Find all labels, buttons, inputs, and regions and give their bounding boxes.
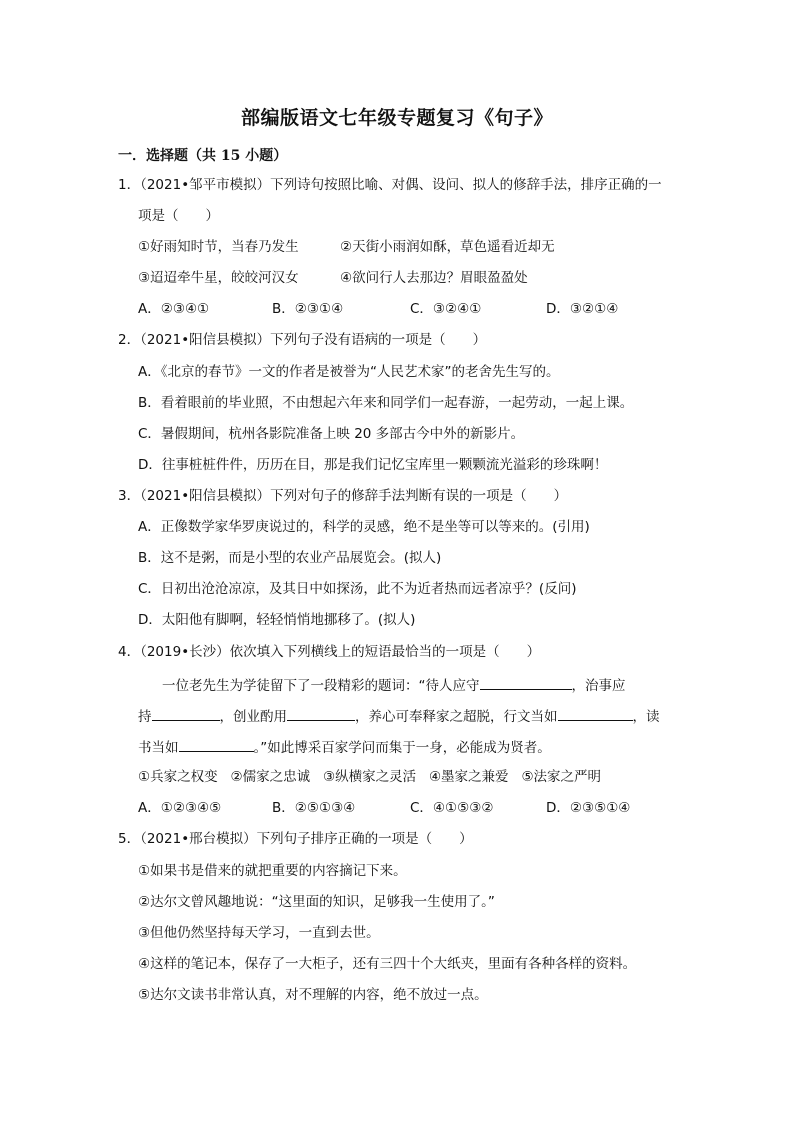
question-3-option-d: D．太阳他有脚啊，轻轻悄悄地挪移了。(拟人)	[138, 612, 416, 628]
question-5-sentence-5: ⑤达尔文读书非常认真，对不理解的内容，绝不放过一点。	[138, 987, 488, 1003]
question-1-option-d: D．③②①④	[546, 301, 619, 317]
answer-blank-3	[287, 706, 355, 721]
question-2-option-a: A．《北京的春节》一文的作者是被誉为“人民艺术家”的老舍先生写的。	[138, 364, 560, 380]
question-4-option-b: B．②⑤①③④	[272, 800, 356, 816]
question-1-item-2: ②天街小雨润如酥，草色遥看近却无	[340, 239, 555, 255]
question-4-passage-line-3	[138, 737, 551, 757]
question-5-stem: 5．（2021•邢台模拟）下列句子排序正确的一项是（ ）	[118, 831, 473, 847]
question-4-option-a: A．①②③④⑤	[138, 800, 222, 816]
passage-text: 一位老先生为学徒留下了一段精彩的题词：“待人应守	[162, 678, 480, 694]
passage-text: ，养心可奉释家之超脱，行文当如	[355, 709, 558, 725]
question-1-option-c: C．③②④①	[410, 301, 482, 317]
answer-blank-1	[480, 675, 572, 690]
answer-blank-5	[179, 737, 254, 752]
question-4-item-3: ③纵横家之灵活	[322, 769, 417, 785]
question-4-item-1: ①兵家之权变	[138, 769, 218, 785]
question-1-stem-cont: 项是（ ）	[138, 208, 219, 224]
section-heading: 一．选择题（共 15 小题）	[118, 148, 288, 164]
answer-blank-2	[152, 706, 220, 721]
question-4-passage-line-1	[162, 675, 626, 695]
question-4-option-c: C．④①⑤③②	[410, 800, 494, 816]
question-1-option-b: B．②③①④	[272, 301, 344, 317]
question-5-sentence-4: ④这样的笔记本，保存了一大柜子，还有三四十个大纸夹，里面有各种各样的资料。	[138, 956, 637, 972]
question-1-stem: 1．（2021•邹平市模拟）下列诗句按照比喻、对偶、设问、拟人的修辞手法，排序正确的一	[118, 177, 662, 193]
question-3-stem: 3．（2021•阳信县模拟）下列对句子的修辞手法判断有误的一项是（ ）	[118, 488, 568, 504]
passage-text: ，读	[632, 709, 660, 725]
question-4-items	[138, 768, 601, 786]
question-5-sentence-1: ①如果书是借来的就把重要的内容摘记下来。	[138, 863, 407, 879]
question-4-item-2: ②儒家之忠诚	[230, 769, 311, 785]
passage-text: 持	[138, 709, 152, 725]
question-4-item-5: ⑤法家之严明	[521, 769, 602, 785]
question-1-option-a: A．②③④①	[138, 301, 210, 317]
question-2-option-c: C．暑假期间，杭州各影院准备上映 20 多部古今中外的新影片。	[138, 426, 525, 442]
passage-text: 。”如此博采百家学问而集于一身，必能成为贤者。	[253, 740, 551, 756]
question-3-option-c: C．日初出沧沧凉凉，及其日中如探汤，此不为近者热而远者凉乎？(反问)	[138, 581, 577, 597]
question-1-item-1: ①好雨知时节，当春乃发生	[138, 239, 299, 255]
passage-text: 书当如	[138, 740, 179, 756]
question-3-option-a: A．正像数学家华罗庚说过的，科学的灵感，绝不是坐等可以等来的。(引用)	[138, 519, 590, 535]
question-2-option-d: D．往事桩桩件件，历历在目，那是我们记忆宝库里一颗颗流光溢彩的珍珠啊！	[138, 457, 608, 473]
passage-text: ，治事应	[571, 678, 626, 694]
question-2-stem: 2．（2021•阳信县模拟）下列句子没有语病的一项是（ ）	[118, 332, 487, 348]
question-5-sentence-3: ③但他仍然坚持每天学习，一直到去世。	[138, 925, 380, 941]
question-5-sentence-2: ②达尔文曾风趣地说：“这里面的知识，足够我一生使用了。”	[138, 894, 495, 910]
question-4-stem: 4．（2019•长沙）依次填入下列横线上的短语最恰当的一项是（ ）	[118, 644, 541, 660]
question-4-item-4: ④墨家之兼爱	[428, 769, 509, 785]
passage-text: ，创业酌用	[219, 709, 287, 725]
answer-blank-4	[558, 706, 633, 721]
page-title: 部编版语文七年级专题复习《句子》	[240, 107, 553, 129]
question-3-option-b: B．这不是粥，而是小型的农业产品展览会。(拟人)	[138, 550, 442, 566]
question-4-option-d: D．②③⑤①④	[546, 800, 631, 816]
question-4-passage-line-2	[138, 706, 660, 726]
question-2-option-b: B．看着眼前的毕业照，不由想起六年来和同学们一起春游，一起劳动，一起上课。	[138, 395, 634, 411]
question-1-item-4: ④欲问行人去那边？眉眼盈盈处	[340, 270, 528, 286]
question-1-item-3: ③迢迢牵牛星，皎皎河汉女	[138, 270, 299, 286]
